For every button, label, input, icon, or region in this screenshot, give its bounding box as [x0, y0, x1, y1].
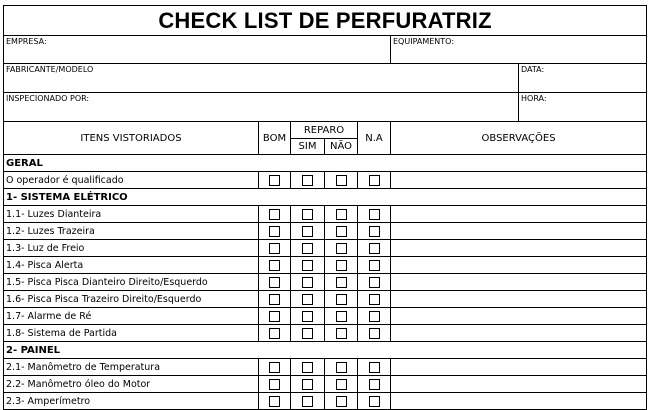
checkbox-bom[interactable]: [269, 379, 280, 390]
checkbox-bom[interactable]: [269, 362, 280, 373]
cell-sim: [291, 274, 325, 291]
checkbox-sim[interactable]: [302, 260, 313, 271]
checkbox-na[interactable]: [369, 243, 380, 254]
cell-bom: [259, 240, 291, 257]
checkbox-bom[interactable]: [269, 311, 280, 322]
col-nao-header: NÃO: [325, 139, 358, 155]
checkbox-na[interactable]: [369, 328, 380, 339]
cell-nao: [325, 308, 358, 325]
checkbox-sim[interactable]: [302, 311, 313, 322]
section-label: 1- SISTEMA ELÉTRICO: [4, 189, 647, 206]
checkbox-sim[interactable]: [302, 243, 313, 254]
equipamento-field[interactable]: EQUIPAMENTO:: [391, 36, 647, 64]
item-label: 1.3- Luz de Freio: [4, 240, 259, 257]
observacoes-cell[interactable]: [391, 257, 647, 274]
checkbox-nao[interactable]: [336, 362, 347, 373]
checkbox-sim[interactable]: [302, 328, 313, 339]
cell-na: [358, 240, 391, 257]
checkbox-bom[interactable]: [269, 294, 280, 305]
empresa-field[interactable]: EMPRESA:: [4, 36, 391, 64]
cell-nao: [325, 223, 358, 240]
inspecionado-field[interactable]: INSPECIONADO POR:: [4, 93, 519, 122]
cell-sim: [291, 376, 325, 393]
cell-nao: [325, 206, 358, 223]
observacoes-cell[interactable]: [391, 240, 647, 257]
checklist-item-row: [4, 376, 647, 393]
cell-sim: [291, 223, 325, 240]
col-sim-header: SIM: [291, 139, 325, 155]
cell-bom: [259, 274, 291, 291]
col-itens-header: ITENS VISTORIADOS: [4, 122, 259, 155]
cell-sim: [291, 308, 325, 325]
section-label: 2- PAINEL: [4, 342, 647, 359]
checkbox-nao[interactable]: [336, 277, 347, 288]
cell-na: [358, 274, 391, 291]
checkbox-na[interactable]: [369, 209, 380, 220]
checkbox-bom[interactable]: [269, 243, 280, 254]
cell-sim: [291, 393, 325, 410]
observacoes-cell[interactable]: [391, 274, 647, 291]
fabricante-field[interactable]: FABRICANTE/MODELO: [4, 64, 519, 93]
item-label: O operador é qualificado: [4, 172, 259, 189]
checkbox-na[interactable]: [369, 226, 380, 237]
col-obs-header: OBSERVAÇÕES: [391, 122, 647, 155]
section-row: [4, 342, 647, 359]
observacoes-cell[interactable]: [391, 393, 647, 410]
cell-na: [358, 223, 391, 240]
cell-nao: [325, 240, 358, 257]
observacoes-cell[interactable]: [391, 376, 647, 393]
section-row: [4, 155, 647, 172]
cell-bom: [259, 393, 291, 410]
cell-sim: [291, 257, 325, 274]
checkbox-na[interactable]: [369, 362, 380, 373]
checkbox-nao[interactable]: [336, 175, 347, 186]
col-reparo-header: REPARO: [291, 122, 358, 139]
data-field[interactable]: DATA:: [519, 64, 647, 93]
item-label: 1.6- Pisca Pisca Trazeiro Direito/Esquerdo: [4, 291, 259, 308]
checklist-item-row: [4, 206, 647, 223]
checklist-item-row: [4, 325, 647, 342]
checklist-item-row: [4, 308, 647, 325]
checklist-sheet: [3, 5, 646, 410]
item-label: 1.5- Pisca Pisca Dianteiro Direito/Esquerdo: [4, 274, 259, 291]
item-label: 1.2- Luzes Trazeira: [4, 223, 259, 240]
checklist-item-row: [4, 274, 647, 291]
observacoes-cell[interactable]: [391, 325, 647, 342]
checklist-item-row: [4, 172, 647, 189]
checklist-item-row: [4, 223, 647, 240]
cell-nao: [325, 325, 358, 342]
checklist-item-row: [4, 393, 647, 410]
observacoes-cell[interactable]: [391, 359, 647, 376]
cell-na: [358, 206, 391, 223]
section-row: [4, 189, 647, 206]
observacoes-cell[interactable]: [391, 172, 647, 189]
cell-bom: [259, 291, 291, 308]
cell-na: [358, 291, 391, 308]
cell-sim: [291, 206, 325, 223]
cell-na: [358, 325, 391, 342]
checkbox-bom[interactable]: [269, 209, 280, 220]
col-na-header: N.A: [358, 122, 391, 155]
section-label: GERAL: [4, 155, 647, 172]
cell-na: [358, 172, 391, 189]
checkbox-na[interactable]: [369, 311, 380, 322]
cell-sim: [291, 325, 325, 342]
checkbox-nao[interactable]: [336, 243, 347, 254]
checkbox-na[interactable]: [369, 260, 380, 271]
cell-nao: [325, 274, 358, 291]
checkbox-na[interactable]: [369, 277, 380, 288]
cell-bom: [259, 206, 291, 223]
checkbox-sim[interactable]: [302, 396, 313, 407]
checkbox-sim[interactable]: [302, 209, 313, 220]
checklist-item-row: [4, 291, 647, 308]
checkbox-sim[interactable]: [302, 294, 313, 305]
cell-sim: [291, 359, 325, 376]
cell-na: [358, 359, 391, 376]
cell-nao: [325, 393, 358, 410]
checkbox-na[interactable]: [369, 396, 380, 407]
item-label: 2.2- Manômetro óleo do Motor: [4, 376, 259, 393]
cell-bom: [259, 308, 291, 325]
checkbox-na[interactable]: [369, 294, 380, 305]
cell-bom: [259, 325, 291, 342]
checkbox-nao[interactable]: [336, 294, 347, 305]
checklist-item-row: [4, 240, 647, 257]
checkbox-bom[interactable]: [269, 260, 280, 271]
cell-bom: [259, 257, 291, 274]
checkbox-bom[interactable]: [269, 396, 280, 407]
checkbox-bom[interactable]: [269, 175, 280, 186]
checkbox-bom[interactable]: [269, 277, 280, 288]
checkbox-nao[interactable]: [336, 379, 347, 390]
cell-nao: [325, 257, 358, 274]
cell-sim: [291, 172, 325, 189]
cell-bom: [259, 172, 291, 189]
cell-na: [358, 376, 391, 393]
hora-field[interactable]: HORA:: [519, 93, 647, 122]
observacoes-cell[interactable]: [391, 206, 647, 223]
checkbox-nao[interactable]: [336, 209, 347, 220]
cell-bom: [259, 359, 291, 376]
page-title: CHECK LIST DE PERFURATRIZ: [4, 6, 647, 36]
item-label: 2.1- Manômetro de Temperatura: [4, 359, 259, 376]
checklist-table: [3, 5, 647, 410]
checkbox-sim[interactable]: [302, 175, 313, 186]
cell-bom: [259, 223, 291, 240]
cell-na: [358, 257, 391, 274]
observacoes-cell[interactable]: [391, 308, 647, 325]
item-label: 1.1- Luzes Dianteira: [4, 206, 259, 223]
checkbox-bom[interactable]: [269, 328, 280, 339]
item-label: 1.8- Sistema de Partida: [4, 325, 259, 342]
checkbox-sim[interactable]: [302, 379, 313, 390]
checkbox-nao[interactable]: [336, 260, 347, 271]
cell-nao: [325, 376, 358, 393]
checkbox-nao[interactable]: [336, 328, 347, 339]
cell-sim: [291, 240, 325, 257]
observacoes-cell[interactable]: [391, 291, 647, 308]
observacoes-cell[interactable]: [391, 223, 647, 240]
cell-nao: [325, 359, 358, 376]
cell-bom: [259, 376, 291, 393]
col-bom-header: BOM: [259, 122, 291, 155]
checkbox-nao[interactable]: [336, 396, 347, 407]
checkbox-bom[interactable]: [269, 226, 280, 237]
checkbox-nao[interactable]: [336, 226, 347, 237]
checkbox-na[interactable]: [369, 175, 380, 186]
cell-na: [358, 308, 391, 325]
checklist-item-row: [4, 257, 647, 274]
cell-na: [358, 393, 391, 410]
checkbox-sim[interactable]: [302, 362, 313, 373]
checklist-item-row: [4, 359, 647, 376]
checkbox-na[interactable]: [369, 379, 380, 390]
item-label: 2.3- Amperímetro: [4, 393, 259, 410]
checkbox-sim[interactable]: [302, 277, 313, 288]
item-label: 1.7- Alarme de Ré: [4, 308, 259, 325]
checkbox-sim[interactable]: [302, 226, 313, 237]
cell-nao: [325, 172, 358, 189]
cell-nao: [325, 291, 358, 308]
item-label: 1.4- Pisca Alerta: [4, 257, 259, 274]
checkbox-nao[interactable]: [336, 311, 347, 322]
cell-sim: [291, 291, 325, 308]
